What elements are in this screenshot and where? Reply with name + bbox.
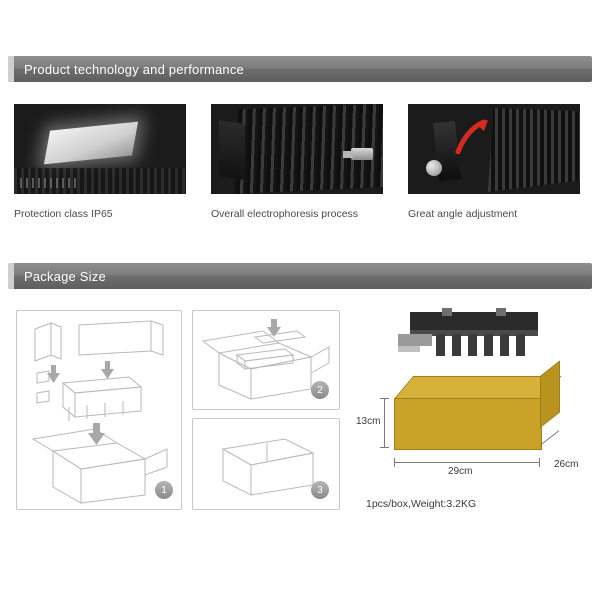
carton-front-face [394, 398, 542, 450]
feature-caption: Protection class IP65 [14, 208, 113, 220]
feature-caption: Great angle adjustment [408, 208, 518, 220]
carton-height-label: 13cm [356, 416, 381, 427]
adjust-knob [426, 160, 442, 176]
angle-adjust-photo [408, 104, 580, 194]
section-title-technology: Product technology and performance [24, 61, 244, 77]
packing-step-two-diagram [192, 310, 340, 410]
section-header-package [8, 263, 592, 289]
heatsink-fins-photo [211, 104, 383, 194]
packing-step-three-diagram [192, 418, 340, 510]
product-silhouette-icon [396, 308, 556, 364]
fixture-vent-dots [20, 178, 80, 188]
packing-step-one-diagram [16, 310, 182, 510]
height-dim-line [384, 398, 385, 448]
carton-length-label: 29cm [448, 466, 473, 477]
bolt-washer [343, 151, 353, 158]
section-accent-bar [8, 56, 14, 82]
length-dim-tick-right [539, 458, 540, 467]
length-dim-tick-left [394, 458, 395, 467]
feature-caption: Overall electrophoresis process [211, 208, 359, 220]
carton-depth-label: 26cm [554, 459, 579, 470]
length-dim-line [394, 462, 540, 463]
packing-step-badge: 1 [155, 481, 173, 499]
section-title-package: Package Size [24, 268, 106, 284]
carton-top-face [394, 376, 561, 399]
bolt-head [351, 148, 373, 160]
packing-step-badge: 3 [311, 481, 329, 499]
package-diagrams [8, 302, 592, 532]
feature-item [408, 104, 580, 220]
carton-dimension-drawing [358, 302, 588, 517]
packing-step-badge: 2 [311, 381, 329, 399]
red-arrow-icon [452, 118, 492, 154]
feature-item [211, 104, 383, 220]
feature-item [14, 104, 186, 220]
waterproof-spray-photo [14, 104, 186, 194]
section-accent-bar [8, 263, 14, 289]
carton-side-face [540, 360, 560, 428]
feature-list [8, 104, 592, 220]
packing-step-one-art [17, 311, 181, 509]
spray-highlight [44, 122, 138, 165]
section-header-technology [8, 56, 592, 82]
mounting-bracket [219, 120, 245, 180]
height-dim-tick-top [380, 398, 389, 399]
depth-dim-line [540, 430, 560, 446]
height-dim-tick-bottom [380, 447, 389, 448]
package-weight-note: 1pcs/box,Weight:3.2KG [366, 498, 477, 510]
heatsink-fins [484, 108, 580, 192]
